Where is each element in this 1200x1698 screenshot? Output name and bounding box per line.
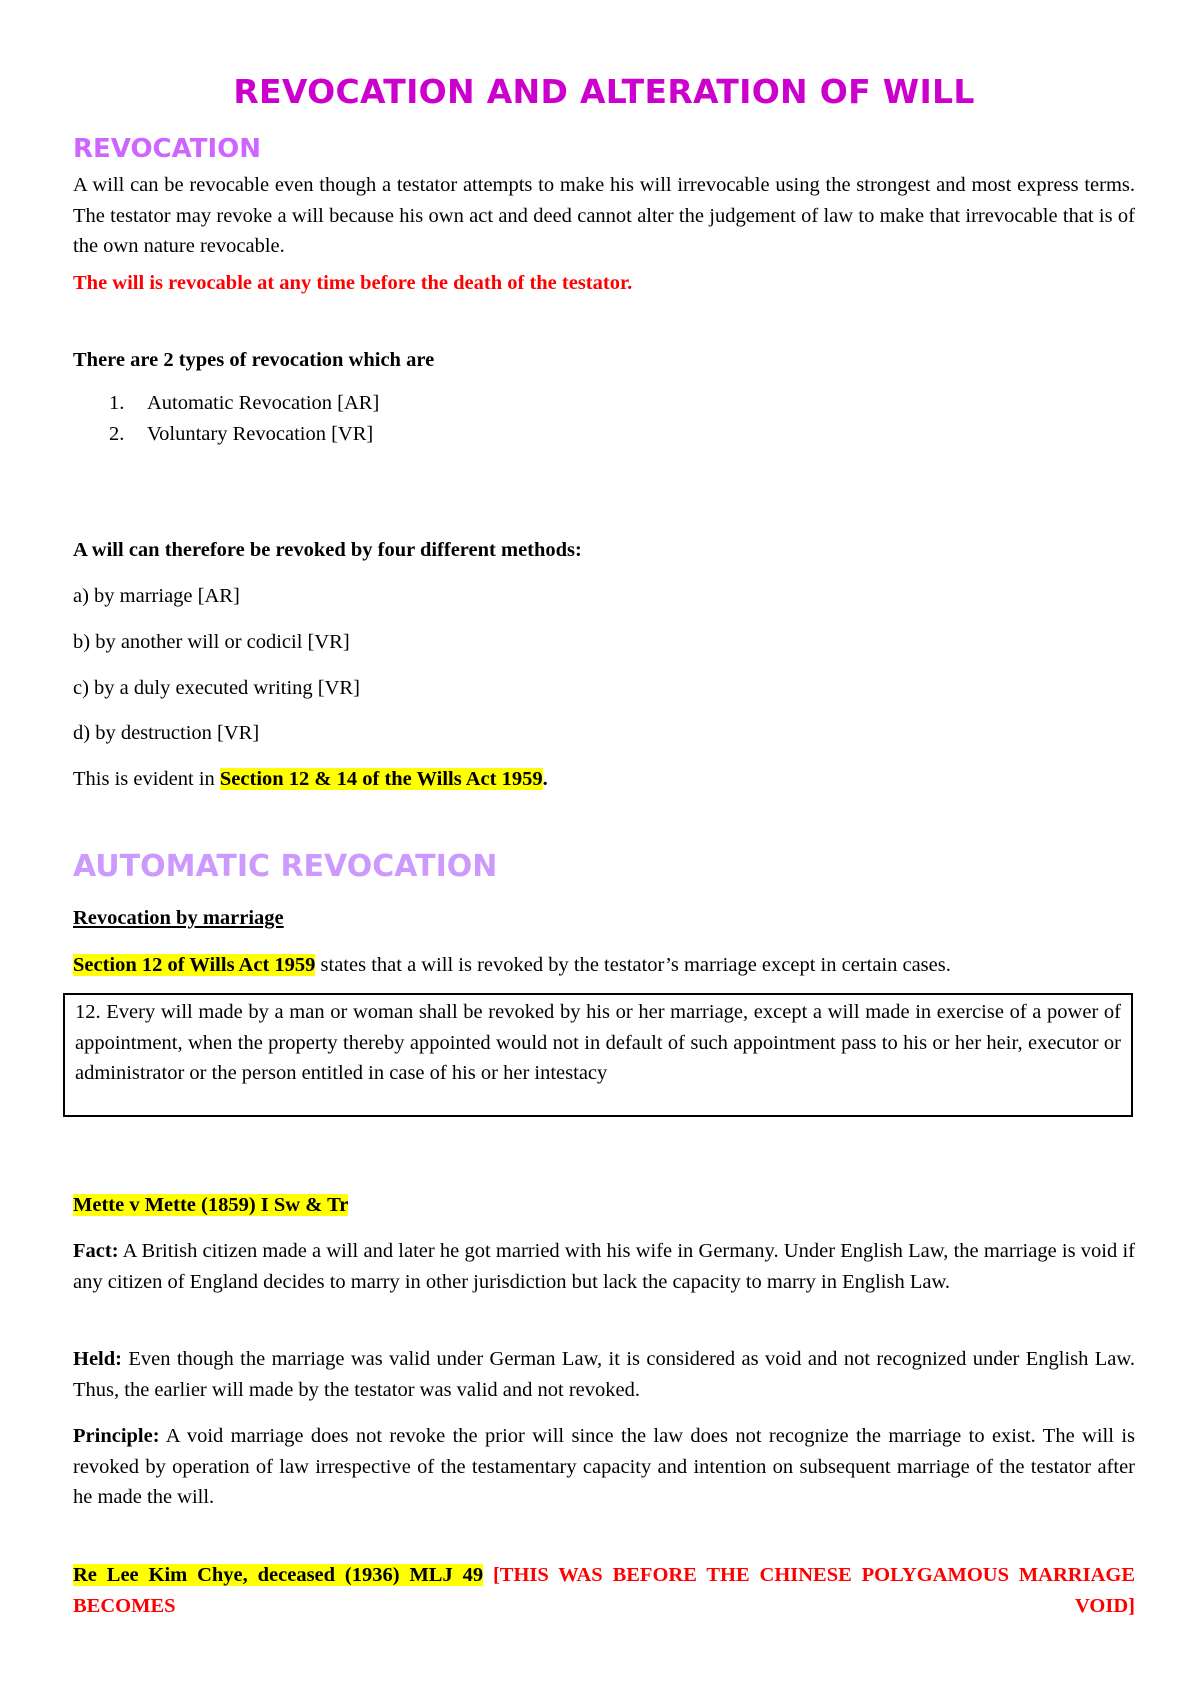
- case-fact-paragraph: [73, 1236, 1135, 1297]
- principle-label: Principle:: [73, 1425, 160, 1447]
- statute-quote-box: [63, 993, 1133, 1117]
- document-title: REVOCATION AND ALTERATION OF WILL: [233, 72, 975, 111]
- evidence-suffix: .: [542, 768, 548, 790]
- types-intro: There are 2 types of revocation which are: [73, 349, 435, 371]
- list-number: 1.: [109, 392, 125, 414]
- list-item-label: Voluntary Revocation [VR]: [147, 422, 374, 445]
- heading-automatic-revocation: AUTOMATIC REVOCATION: [73, 849, 498, 884]
- case-principle-paragraph: [73, 1421, 1135, 1513]
- section-12-line: [73, 950, 951, 981]
- list-item: [109, 419, 379, 450]
- principle-text: A void marriage does not revoke the prior will since the law does not recognize the marriage to exist. The will is revoked by operation of law irrespective of the testamentary capacity and intention on subsequent marriage of the testator after he made the will.: [73, 1425, 1135, 1508]
- case-note: [THIS WAS BEFORE THE CHINESE POLYGAMOUS MARRIAGE BECOMES VOID]: [73, 1564, 1136, 1617]
- case-name: Re Lee Kim Chye, deceased (1936) MLJ 49: [73, 1564, 484, 1586]
- revocation-types-list: [109, 388, 379, 449]
- statute-reference: Section 12 of Wills Act 1959: [73, 954, 316, 976]
- case-name: Mette v Mette (1859) I Sw & Tr: [73, 1194, 349, 1216]
- held-text: Even though the marriage was valid under German Law, it is considered as void and not recognized under English Law. Thus, the earlier will made by the testator was valid and not revoked.: [73, 1348, 1135, 1401]
- list-number: 2.: [109, 422, 125, 445]
- case-title-mette: [73, 1190, 348, 1221]
- section-12-text: states that a will is revoked by the testator’s marriage except in certain cases.: [315, 954, 951, 976]
- evidence-line: [73, 764, 548, 795]
- statute-reference: Section 12 & 14 of the Wills Act 1959: [219, 768, 543, 790]
- case-title-lee-kim-chye: [73, 1560, 1135, 1621]
- evidence-prefix: This is evident in: [73, 768, 220, 790]
- list-item: [109, 388, 379, 419]
- method-item: a) by marriage [AR]: [73, 585, 240, 607]
- intro-paragraph: A will can be revocable even though a testator attempts to make his will irrevocable using the strongest and most express terms. The testator may revoke a will because his own act and deed cannot alter the judgement of law to make that irrevocable that is of the own nature revocable.: [73, 174, 1135, 257]
- method-item: c) by a duly executed writing [VR]: [73, 677, 360, 699]
- methods-intro: A will can therefore be revoked by four different methods:: [73, 539, 582, 561]
- case-held-paragraph: [73, 1344, 1135, 1405]
- emphasis-statement: The will is revocable at any time before the death of the testator.: [73, 272, 633, 294]
- heading-revocation: REVOCATION: [73, 134, 262, 164]
- method-item: d) by destruction [VR]: [73, 722, 260, 744]
- fact-label: Fact:: [73, 1240, 119, 1262]
- statute-quote: 12. Every will made by a man or woman shall be revoked by his or her marriage, except a will made in exercise of a power of appointment, when the property thereby appointed would not in default of such appointment pass to his or her heir, executor or administrator or the person entitled in case of his or her intestacy: [75, 1001, 1121, 1084]
- fact-text: A British citizen made a will and later he got married with his wife in Germany. Under English Law, the marriage is void if any citizen of England decides to marry in other jurisdiction but lack the capacity to marry in English Law.: [73, 1240, 1135, 1293]
- held-label: Held:: [73, 1348, 122, 1370]
- method-item: b) by another will or codicil [VR]: [73, 631, 350, 653]
- subheading-revocation-by-marriage: Revocation by marriage: [73, 907, 284, 929]
- list-item-label: Automatic Revocation [AR]: [147, 392, 380, 414]
